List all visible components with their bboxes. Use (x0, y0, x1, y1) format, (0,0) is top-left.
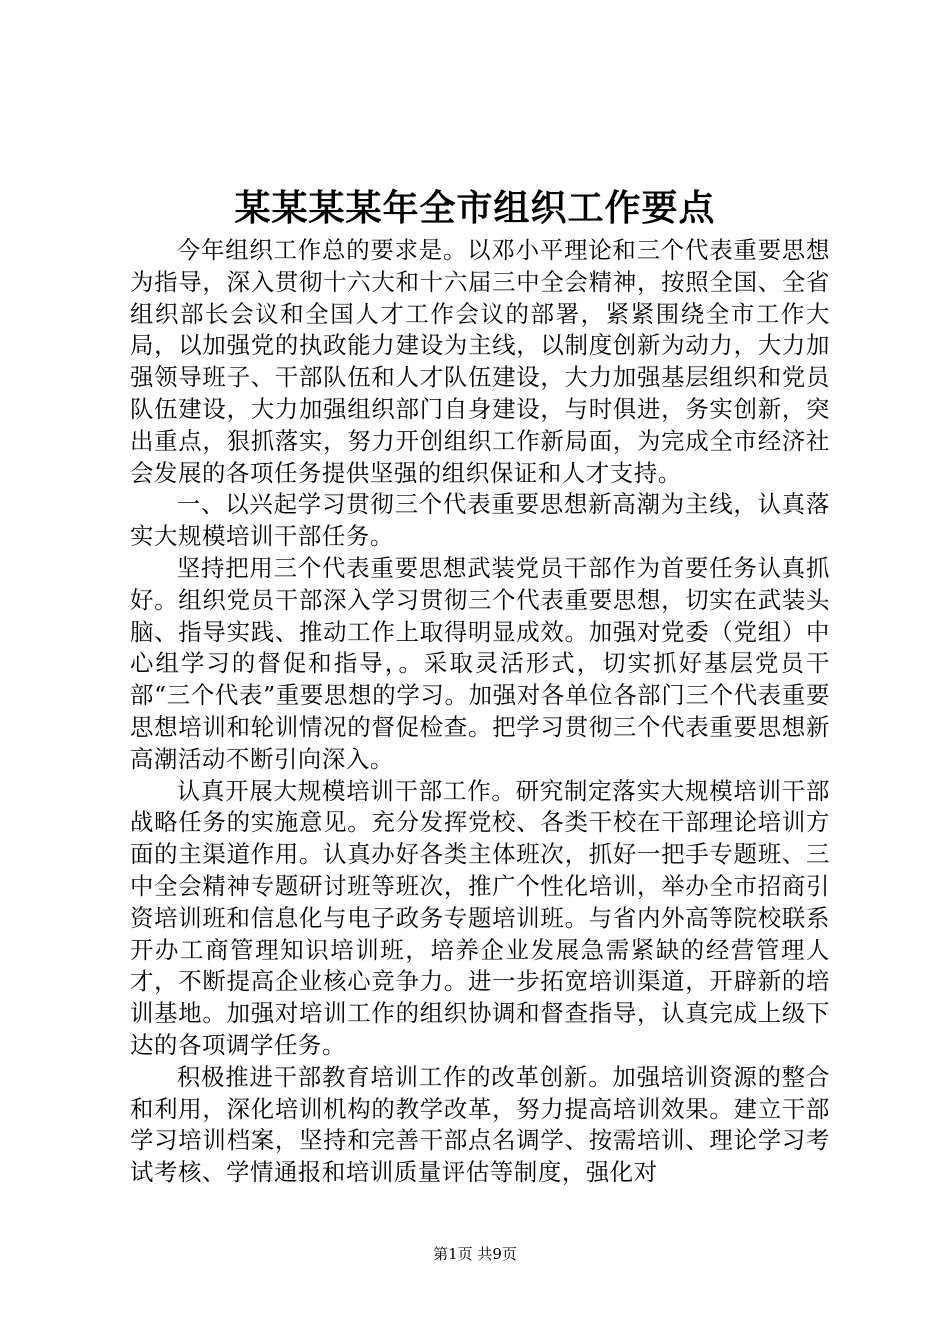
document-body (130, 235, 830, 1189)
page-title: 某某某某年全市组织工作要点 (234, 187, 716, 229)
page-footer: 第1页 共9页 (433, 1245, 517, 1263)
paragraph-intro: 今年组织工作总的要求是。以邓小平理论和三个代表重要思想为指导，深入贯彻十六大和十六届三中全会精神，按照全国、全省组织部长会议和全国人才工作会议的部署，紧紧围绕全市工作大局，以加强党的执政能力建设为主线，以制度创新为动力，大力加强领导班子、干部队伍和人才队伍建设，大力加强基层组织和党员队伍建设，大力加强组织部门自身建设，与时俱进，务实创新，突出重点，狠抓落实，努力开创组织工作新局面，为完成全市经济社会发展的各项任务提供坚强的组织保证和人才支持。 (130, 236, 830, 487)
paragraph-theory-study: 坚持把用三个代表重要思想武装党员干部作为首要任务认真抓好。组织党员干部深入学习贯彻三个代表重要思想，切实在武装头脑、指导实践、推动工作上取得明显成效。加强对党委（党组）中心组学习的督促和指导，。采取灵活形式，切实抓好基层党员干部“三个代表”重要思想的学习。加强对各单位各部门三个代表重要思想培训和轮训情况的督促检查。把学习贯彻三个代表重要思想新高潮活动不断引向深入。 (130, 553, 830, 773)
paragraph-training-reform: 积极推进干部教育培训工作的改革创新。加强培训资源的整合和利用，深化培训机构的教学改革，努力提高培训效果。建立干部学习培训档案，坚持和完善干部点名调学、按需培训、理论学习考试考核、学情通报和培训质量评估等制度，强化对 (130, 1062, 830, 1187)
paragraph-cadre-training: 认真开展大规模培训干部工作。研究制定落实大规模培训干部战略任务的实施意见。充分发挥党校、各类干校在干部理论培训方面的主渠道作用。认真办好各类主体班次，抓好一把手专题班、三中全会精神专题研讨班等班次，推广个性化培训，举办全市招商引资培训班和信息化与电子政务专题培训班。与省内外高等院校联系开办工商管理知识培训班，培养企业发展急需紧缺的经营管理人才，不断提高企业核心竞争力。进一步拓宽培训渠道，开辟新的培训基地。加强对培训工作的组织协调和督查指导，认真完成上级下达的各项调学任务。 (130, 776, 830, 1059)
paragraph-section-heading: 一、以兴起学习贯彻三个代表重要思想新高潮为主线，认真落实大规模培训干部任务。 (130, 490, 830, 551)
